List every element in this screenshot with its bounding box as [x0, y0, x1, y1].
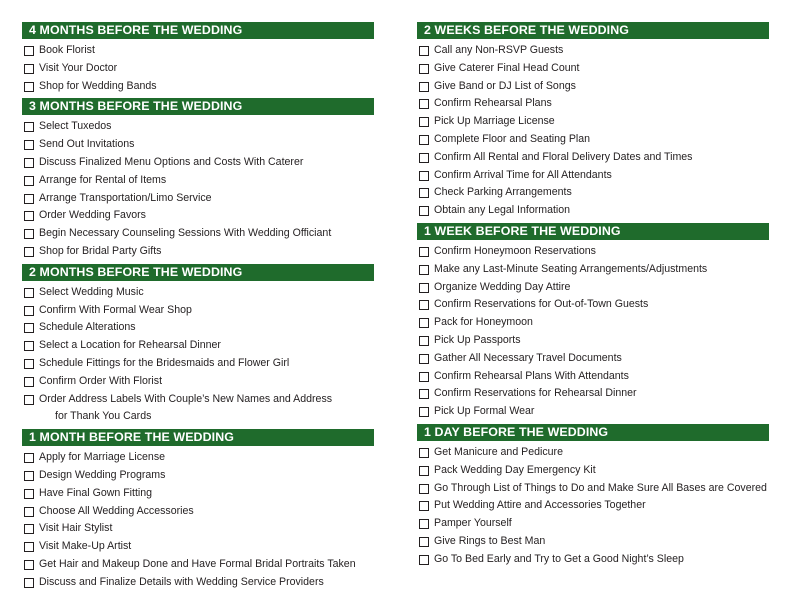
checklist-item[interactable] [22, 136, 374, 154]
checkbox-icon[interactable] [419, 82, 429, 92]
checklist-item[interactable] [417, 385, 769, 403]
checkbox-icon[interactable] [24, 560, 34, 570]
checklist-item[interactable] [22, 118, 374, 136]
checkbox-icon[interactable] [24, 542, 34, 552]
checklist-item-label: Send Out Invitations [39, 138, 135, 151]
checkbox-icon[interactable] [24, 377, 34, 387]
checklist [417, 444, 769, 569]
checklist-item[interactable] [417, 131, 769, 149]
checkbox-icon[interactable] [419, 537, 429, 547]
checklist-item[interactable] [22, 391, 374, 409]
checklist-item[interactable] [22, 284, 374, 302]
checkbox-icon[interactable] [24, 229, 34, 239]
checklist-item-label: Schedule Fittings for the Bridesmaids and Flower Girl [39, 356, 290, 369]
checklist-item-label: Put Wedding Attire and Accessories Together [434, 499, 646, 512]
checkbox-icon[interactable] [419, 64, 429, 74]
checklist-item[interactable] [22, 302, 374, 320]
checklist [22, 449, 374, 591]
checkbox-icon[interactable] [419, 135, 429, 145]
checklist-item-label: Shop for Bridal Party Gifts [39, 244, 162, 257]
checklist-item[interactable] [22, 225, 374, 243]
checkbox-icon[interactable] [24, 453, 34, 463]
checklist-item-label: Confirm Rehearsal Plans With Attendants [434, 369, 629, 382]
section-header: 3 MONTHS BEFORE THE WEDDING [22, 98, 374, 115]
checklist-item-label: Discuss and Finalize Details with Wedding Service Providers [39, 575, 324, 588]
checklist-item[interactable] [22, 538, 374, 556]
checkbox-icon[interactable] [419, 46, 429, 56]
checkbox-icon[interactable] [24, 578, 34, 588]
checklist-item[interactable] [417, 350, 769, 368]
checklist-item[interactable] [417, 462, 769, 480]
checklist-item-label: Confirm Honeymoon Reservations [434, 244, 596, 257]
checkbox-icon[interactable] [24, 471, 34, 481]
checklist-item-label: Order Address Labels With Couple’s New Names and Address [39, 392, 333, 405]
checklist-item-label: Organize Wedding Day Attire [434, 280, 571, 293]
checklist-item[interactable] [417, 202, 769, 220]
checklist-item[interactable] [22, 154, 374, 172]
checklist-item-label: Check Parking Arrangements [434, 186, 572, 199]
checkbox-icon[interactable] [419, 448, 429, 458]
section-header: 4 MONTHS BEFORE THE WEDDING [22, 22, 374, 39]
checkbox-icon[interactable] [24, 247, 34, 257]
checklist-item-label: Pick Up Passports [434, 333, 521, 346]
checklist-item[interactable] [417, 113, 769, 131]
checkbox-icon[interactable] [419, 354, 429, 364]
checklist-item[interactable] [417, 149, 769, 167]
checkbox-icon[interactable] [24, 306, 34, 316]
checklist-item-label: Arrange for Rental of Items [39, 173, 167, 186]
checklist-item[interactable] [417, 42, 769, 60]
checklist-item-label: Confirm Order With Florist [39, 374, 163, 387]
checklist-item-label: Give Caterer Final Head Count [434, 61, 580, 74]
checkbox-icon[interactable] [419, 283, 429, 293]
checkbox-icon[interactable] [24, 323, 34, 333]
checkbox-icon[interactable] [419, 153, 429, 163]
checkbox-icon[interactable] [24, 122, 34, 132]
checklist-item[interactable] [417, 167, 769, 185]
checklist-item-label: Get Manicure and Pedicure [434, 445, 563, 458]
checklist-item[interactable] [417, 444, 769, 462]
checkbox-icon[interactable] [24, 395, 34, 405]
checklist-item-label: Obtain any Legal Information [434, 204, 571, 217]
checklist [22, 118, 374, 260]
checklist-item-label: Confirm Reservations for Rehearsal Dinner [434, 387, 637, 400]
checklist-item-label: Pick Up Formal Wear [434, 405, 535, 418]
checklist-item[interactable] [22, 556, 374, 574]
checklist-item-label: Confirm All Rental and Floral Delivery Dates and Times [434, 150, 693, 163]
checkbox-icon[interactable] [24, 82, 34, 92]
checklist-item[interactable] [417, 515, 769, 533]
checklist-item-label: Visit Hair Stylist [39, 522, 113, 535]
checklist-item-label: Visit Make-Up Artist [39, 540, 132, 553]
checklist-item-label: Get Hair and Makeup Done and Have Formal Bridal Portraits Taken [39, 557, 356, 570]
checklist-item[interactable] [22, 207, 374, 225]
section-2-weeks-before-the-wedding [417, 22, 769, 220]
section-1-week-before-the-wedding [417, 223, 769, 421]
checkbox-icon[interactable] [24, 341, 34, 351]
checklist-item-label: Shop for Wedding Bands [39, 79, 157, 92]
checklist-item-label: Select a Location for Rehearsal Dinner [39, 339, 221, 352]
checklist-item[interactable] [22, 319, 374, 337]
checklist-item-label: Pick Up Marriage License [434, 115, 555, 128]
checklist-item[interactable] [417, 533, 769, 551]
right-column [417, 22, 769, 572]
checkbox-icon[interactable] [24, 211, 34, 221]
checklist-item[interactable] [417, 184, 769, 202]
checklist-item-label: for Thank You Cards [55, 410, 152, 423]
checklist-item[interactable] [22, 485, 374, 503]
section-header: 1 MONTH BEFORE THE WEDDING [22, 429, 374, 446]
section-header: 1 WEEK BEFORE THE WEDDING [417, 223, 769, 240]
checkbox-icon[interactable] [24, 64, 34, 74]
checkbox-icon[interactable] [24, 524, 34, 534]
checkbox-icon[interactable] [419, 501, 429, 511]
checklist-item[interactable] [22, 355, 374, 373]
checklist-item-label: Go To Bed Early and Try to Get a Good Night’s Sleep [434, 552, 684, 565]
checklist-item[interactable] [22, 373, 374, 391]
checkbox-icon[interactable] [419, 99, 429, 109]
checklist-item[interactable] [22, 574, 374, 592]
section-4-months-before-the-wedding [22, 22, 374, 95]
checklist-item[interactable] [22, 172, 374, 190]
checkbox-icon[interactable] [24, 489, 34, 499]
checklist-item[interactable] [22, 243, 374, 261]
checklist-item[interactable] [417, 332, 769, 350]
checklist-item[interactable] [22, 78, 374, 96]
checklist-item[interactable] [22, 60, 374, 78]
checkbox-icon[interactable] [419, 247, 429, 257]
section-header: 2 MONTHS BEFORE THE WEDDING [22, 264, 374, 281]
checklist-item-label: Arrange Transportation/Limo Service [39, 191, 212, 204]
checklist-item-label: Book Florist [39, 44, 95, 56]
checklist-item-label: Call any Non-RSVP Guests [434, 44, 564, 56]
checkbox-icon[interactable] [24, 158, 34, 168]
checklist-item-label: Select Tuxedos [39, 120, 112, 133]
checklist-item[interactable] [22, 467, 374, 485]
checklist-item-label: Pack for Honeymoon [434, 316, 533, 329]
checklist [22, 42, 374, 95]
checklist-item-label: Confirm Reservations for Out-of-Town Guests [434, 298, 649, 311]
checklist-item-label: Design Wedding Programs [39, 468, 166, 481]
checkbox-icon[interactable] [24, 176, 34, 186]
checklist-item-label: Go Through List of Things to Do and Make Sure All Bases are Covered [434, 481, 767, 494]
checklist-item-label: Pamper Yourself [434, 517, 512, 530]
checklist-item[interactable] [417, 497, 769, 515]
checklist-item-label: Confirm Rehearsal Plans [434, 97, 552, 110]
section-1-month-before-the-wedding [22, 429, 374, 591]
checklist-item[interactable] [417, 279, 769, 297]
checkbox-icon[interactable] [24, 507, 34, 517]
section-3-months-before-the-wedding [22, 98, 374, 260]
checklist-item[interactable] [417, 403, 769, 421]
checklist-item-label: Have Final Gown Fitting [39, 486, 153, 499]
section-1-day-before-the-wedding [417, 424, 769, 569]
checkbox-icon[interactable] [419, 519, 429, 529]
checklist-item[interactable] [22, 503, 374, 521]
checklist-item-label: Confirm Arrival Time for All Attendants [434, 168, 612, 181]
checklist-item-label: Choose All Wedding Accessories [39, 504, 194, 517]
left-column [22, 22, 374, 595]
checklist-item[interactable] [22, 449, 374, 467]
checkbox-icon[interactable] [24, 194, 34, 204]
checkbox-icon[interactable] [419, 318, 429, 328]
checklist-item[interactable] [417, 78, 769, 96]
checklist-item-label: Confirm With Formal Wear Shop [39, 303, 192, 316]
checklist-item-label: Complete Floor and Seating Plan [434, 132, 591, 145]
checklist-item-label: Schedule Alterations [39, 321, 136, 334]
checkbox-icon[interactable] [419, 171, 429, 181]
checklist-item[interactable] [417, 551, 769, 569]
checklist-item[interactable] [417, 95, 769, 113]
checklist-item-label: Discuss Finalized Menu Options and Costs With Caterer [39, 155, 304, 168]
section-header: 2 WEEKS BEFORE THE WEDDING [417, 22, 769, 39]
checklist-item[interactable] [22, 42, 374, 60]
checkbox-icon[interactable] [24, 46, 34, 56]
checklist-item-label: Make any Last-Minute Seating Arrangements/Adjustments [434, 262, 708, 275]
checkbox-icon[interactable] [24, 359, 34, 369]
section-header: 1 DAY BEFORE THE WEDDING [417, 424, 769, 441]
checklist-item-label: Pack Wedding Day Emergency Kit [434, 463, 596, 476]
checkbox-icon[interactable] [419, 466, 429, 476]
checklist-item-continuation [22, 408, 374, 426]
checklist-item[interactable] [417, 261, 769, 279]
checkbox-icon[interactable] [419, 389, 429, 399]
checklist-item[interactable] [22, 337, 374, 355]
checkbox-icon[interactable] [419, 206, 429, 216]
checklist-item-label: Gather All Necessary Travel Documents [434, 351, 622, 364]
checklist-item-label: Order Wedding Favors [39, 209, 146, 222]
section-2-months-before-the-wedding [22, 264, 374, 426]
checkbox-icon[interactable] [24, 140, 34, 150]
checkbox-icon[interactable] [419, 300, 429, 310]
checklist-item-label: Give Rings to Best Man [434, 534, 546, 547]
checklist-item-label: Visit Your Doctor [39, 61, 118, 74]
checklist-item[interactable] [417, 314, 769, 332]
checkbox-icon[interactable] [419, 372, 429, 382]
checklist-item-label: Begin Necessary Counseling Sessions With Wedding Officiant [39, 227, 332, 240]
checklist-item-label: Select Wedding Music [39, 285, 144, 298]
checklist [22, 284, 374, 426]
checkbox-icon[interactable] [419, 117, 429, 127]
checklist-item-label: Apply for Marriage License [39, 451, 166, 464]
checkbox-icon[interactable] [419, 407, 429, 417]
checklist-item[interactable] [22, 190, 374, 208]
checklist-item[interactable] [417, 243, 769, 261]
checkbox-icon[interactable] [419, 484, 429, 494]
checkbox-icon[interactable] [419, 336, 429, 346]
checklist-item[interactable] [417, 368, 769, 386]
checkbox-icon[interactable] [419, 555, 429, 565]
checklist [417, 42, 769, 220]
checkbox-icon[interactable] [24, 288, 34, 298]
checklist [417, 243, 769, 421]
checklist-item-label: Give Band or DJ List of Songs [434, 79, 576, 92]
checklist-item[interactable] [417, 296, 769, 314]
checklist-item[interactable] [22, 520, 374, 538]
checklist-item[interactable] [417, 480, 769, 498]
checklist-item[interactable] [417, 60, 769, 78]
checkbox-icon[interactable] [419, 188, 429, 198]
checkbox-icon[interactable] [419, 265, 429, 275]
